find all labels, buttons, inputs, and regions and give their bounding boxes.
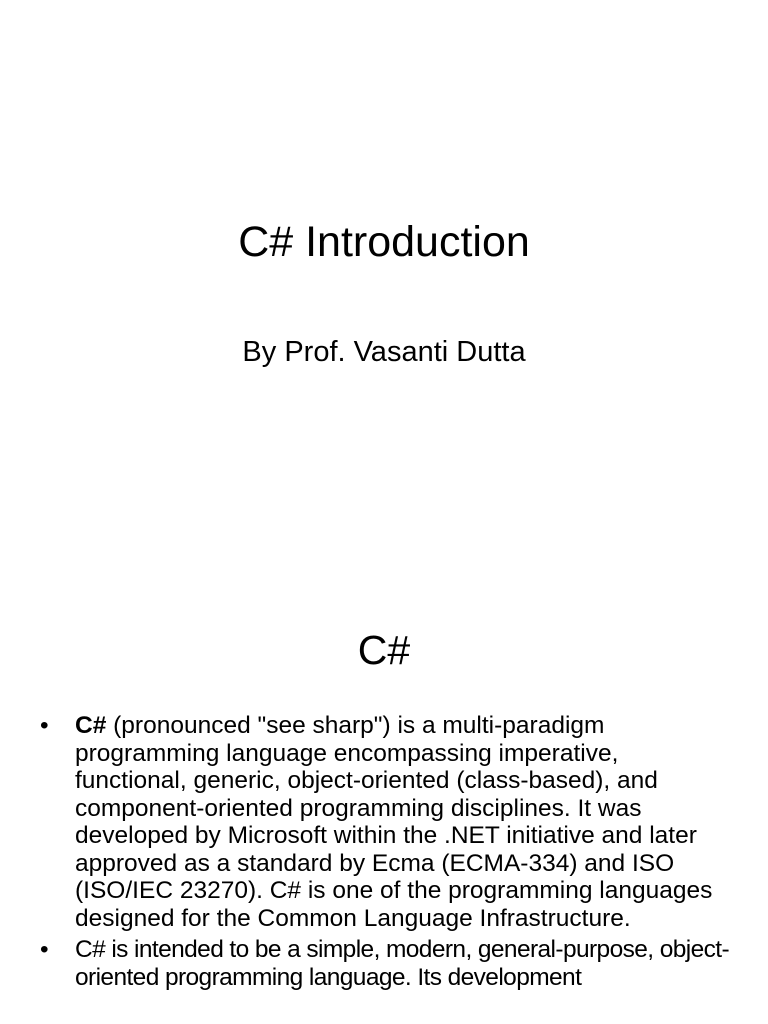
bullet-item [40, 712, 730, 932]
slide-title-heading: C# Introduction [238, 218, 530, 266]
bullet-bold-lead: C# [75, 712, 107, 739]
bullet-text: (pronounced "see sharp") is a multi-paradigm programming language encompassing imperative, functional, generic, object-oriented (class-based), and component-oriented programming disciplines. It was developed by Microsoft within the .NET initiative and later approved as a standard by Ecma (ECMA-334) and ISO (ISO/IEC 23270). C# is one of the programming languages designed for the Common Language Infrastructure. [75, 712, 713, 932]
slide-author-subtitle: By Prof. Vasanti Dutta [242, 336, 526, 368]
bullet-marker-icon: • [40, 712, 49, 739]
slide-heading: C# [357, 627, 411, 673]
bullet-list [40, 712, 730, 995]
bullet-item [40, 936, 730, 991]
bullet-marker-icon: • [40, 936, 48, 963]
slide-csharp-overview [0, 576, 768, 1024]
bullet-text: C# is intended to be a simple, modern, general-purpose, object-oriented programming language. Its development [75, 936, 730, 991]
